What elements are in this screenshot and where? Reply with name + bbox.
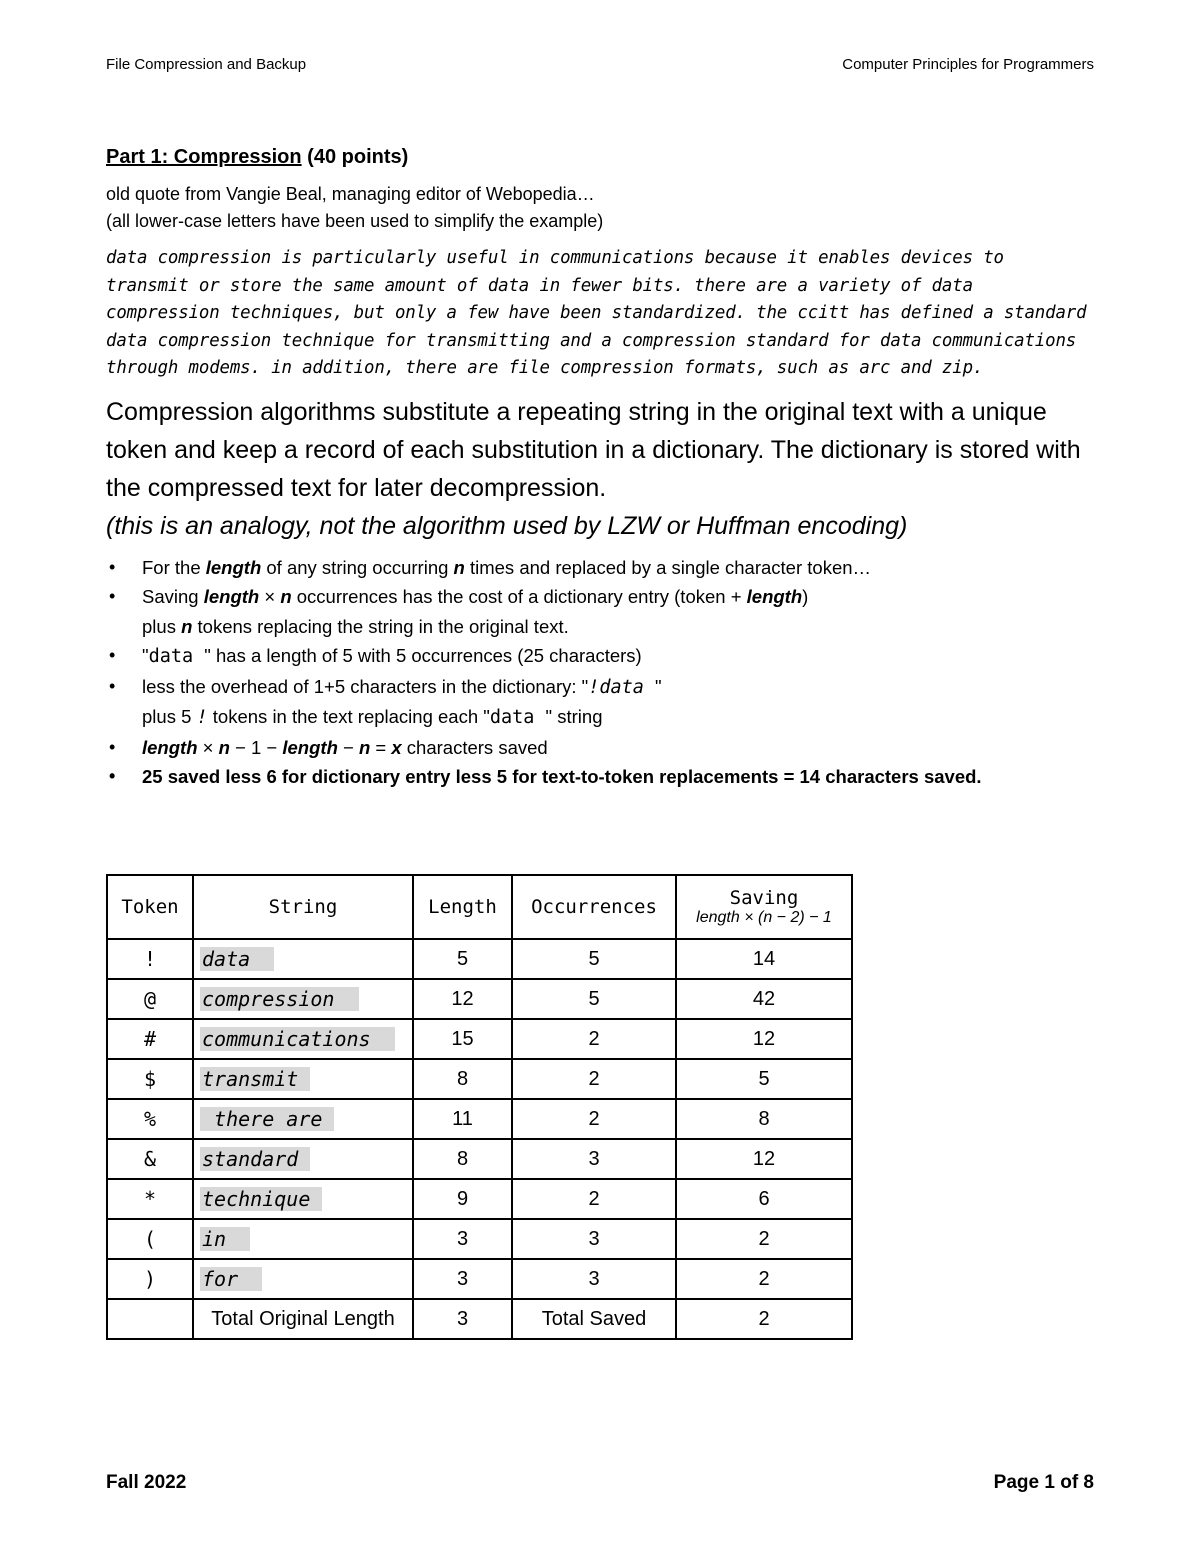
- token-string-highlight: for: [200, 1267, 262, 1291]
- row-occurrences: 5: [512, 979, 676, 1019]
- token-string-highlight: technique: [200, 1187, 322, 1211]
- row-string: [193, 1019, 413, 1059]
- row-token: $: [107, 1059, 193, 1099]
- quote-text: data compression is particularly useful in communications because it enables devices to transmit or store the same amount of data in fewer bits. there are a variety of data compression techniques, but only a few have been standardized. the ccitt has defined a standard data compression technique for transmitting and a compression standard for data communications through modems. in addition, there are file compression formats, such as arc and zip.: [106, 248, 1087, 379]
- row-saving: 5: [676, 1059, 852, 1099]
- row-length: 3: [413, 1219, 512, 1259]
- bullet-3: • "data " has a length of 5 with 5 occurrences (25 characters): [106, 641, 1096, 672]
- token-string-highlight: standard: [200, 1147, 310, 1171]
- table-row: [107, 1059, 852, 1099]
- row-occurrences: 2: [512, 1019, 676, 1059]
- table-total-row: [107, 1299, 852, 1339]
- row-length: 8: [413, 1059, 512, 1099]
- token-string-highlight: transmit: [200, 1067, 310, 1091]
- part-title: [106, 146, 1096, 169]
- row-length: 8: [413, 1139, 512, 1179]
- row-string: [193, 1259, 413, 1299]
- token-string-highlight: communications: [200, 1027, 395, 1051]
- row-saving: 14: [676, 939, 852, 979]
- table-row: [107, 979, 852, 1019]
- part-title-text: Part 1: Compression: [106, 146, 302, 168]
- row-length: 15: [413, 1019, 512, 1059]
- row-token: %: [107, 1099, 193, 1139]
- table-row: [107, 1099, 852, 1139]
- page-content: [106, 146, 1096, 792]
- bullet-5: • length × n − 1 − length − n = x characters saved: [106, 733, 1096, 763]
- part-points: (40 points): [301, 146, 409, 168]
- table-row: [107, 1139, 852, 1179]
- row-token: #: [107, 1019, 193, 1059]
- row-saving: 12: [676, 1139, 852, 1179]
- row-occurrences: 5: [512, 939, 676, 979]
- row-saving: 2: [676, 1219, 852, 1259]
- row-occurrences: 2: [512, 1179, 676, 1219]
- row-token: ): [107, 1259, 193, 1299]
- bullet-6: • 25 saved less 6 for dictionary entry less 5 for text-to-token replacements = 14 characters saved.: [106, 762, 1096, 792]
- header-occurrences: Occurrences: [512, 875, 676, 939]
- header-saving: Saving length × (n − 2) − 1: [676, 875, 852, 939]
- total-saved: 2: [676, 1299, 852, 1339]
- token-string-highlight: in: [200, 1227, 250, 1251]
- row-string: [193, 1219, 413, 1259]
- token-string-highlight: compression: [200, 987, 359, 1011]
- bullet-2: • Saving length × n occurrences has the cost of a dictionary entry (token + length) plus n tokens replacing the string in the original text.: [106, 582, 1096, 641]
- header-string: String: [193, 875, 413, 939]
- row-token: (: [107, 1219, 193, 1259]
- header-token: Token: [107, 875, 193, 939]
- row-string: [193, 1179, 413, 1219]
- row-string: [193, 1099, 413, 1139]
- table-header-row: [107, 875, 852, 939]
- intro-line-2: (all lower-case letters have been used to simplify the example): [106, 211, 604, 231]
- row-length: 3: [413, 1259, 512, 1299]
- row-length: 12: [413, 979, 512, 1019]
- row-token: @: [107, 979, 193, 1019]
- table-row: [107, 939, 852, 979]
- saving-formula: length × (n − 2) − 1: [696, 909, 832, 926]
- header-right: Computer Principles for Programmers: [842, 56, 1094, 73]
- total-original-length-label: Total Original Length: [193, 1299, 413, 1339]
- row-string: [193, 1059, 413, 1099]
- bullet-1: • For the length of any string occurring n times and replaced by a single character token…: [106, 553, 1096, 583]
- row-string: [193, 1139, 413, 1179]
- row-saving: 12: [676, 1019, 852, 1059]
- row-string: [193, 939, 413, 979]
- row-string: [193, 979, 413, 1019]
- token-string-highlight: data: [200, 947, 274, 971]
- lead-note: (this is an analogy, not the algorithm used by LZW or Huffman encoding): [106, 511, 908, 540]
- row-length: 9: [413, 1179, 512, 1219]
- footer-left: Fall 2022: [106, 1472, 187, 1493]
- header-left: File Compression and Backup: [106, 56, 307, 73]
- row-token: *: [107, 1179, 193, 1219]
- footer-right: Page 1 of 8: [993, 1472, 1094, 1493]
- row-occurrences: 3: [512, 1139, 676, 1179]
- table-row: [107, 1219, 852, 1259]
- row-saving: 6: [676, 1179, 852, 1219]
- bullet-list: [106, 553, 1096, 792]
- token-table: [106, 874, 853, 1340]
- table-row: [107, 1019, 852, 1059]
- lead-paragraph: Compression algorithms substitute a repeating string in the original text with a unique token and keep a record of each substitution in a dictionary. The dictionary is stored with the compressed text for later decompression.: [106, 397, 1081, 502]
- row-occurrences: 2: [512, 1099, 676, 1139]
- row-occurrences: 3: [512, 1259, 676, 1299]
- token-string-highlight: there are: [200, 1107, 334, 1131]
- header-length: Length: [413, 875, 512, 939]
- total-original-length: 3: [413, 1299, 512, 1339]
- total-saved-label: Total Saved: [512, 1299, 676, 1339]
- row-length: 5: [413, 939, 512, 979]
- total-token: [107, 1299, 193, 1339]
- table-row: [107, 1179, 852, 1219]
- row-length: 11: [413, 1099, 512, 1139]
- row-occurrences: 2: [512, 1059, 676, 1099]
- row-token: !: [107, 939, 193, 979]
- row-token: &: [107, 1139, 193, 1179]
- table-row: [107, 1259, 852, 1299]
- row-occurrences: 3: [512, 1219, 676, 1259]
- row-saving: 42: [676, 979, 852, 1019]
- intro-line-1: old quote from Vangie Beal, managing editor of Webopedia…: [106, 184, 595, 204]
- row-saving: 8: [676, 1099, 852, 1139]
- row-saving: 2: [676, 1259, 852, 1299]
- bullet-4: • less the overhead of 1+5 characters in the dictionary: "!data " plus 5 ! tokens in the text replacing each "data " string: [106, 672, 1096, 733]
